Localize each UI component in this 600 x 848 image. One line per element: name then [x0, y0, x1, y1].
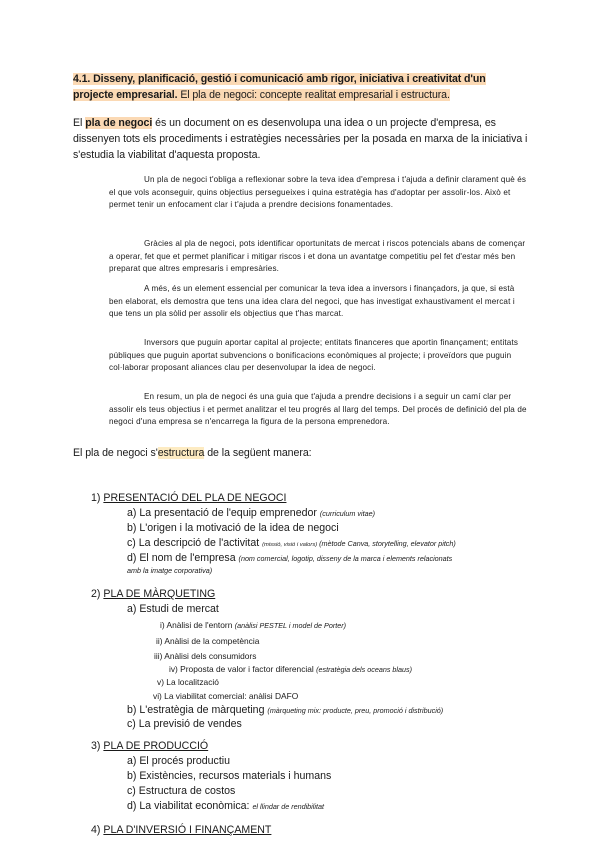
quote-paragraph-5: En resum, un pla de negoci és una guia que t'ajuda a prendre decisions i a seguir un camí clar per assolir els teus objectius i et permet analitzar el teu progrés al llarg del temps. Del procés de definició del pla de negoci d'una empresa se n'encarrega la figura de la persona emprenedora.: [109, 392, 527, 427]
outline-item-1d-cont: amb la imatge corporativa): [127, 566, 213, 575]
section-heading: [73, 71, 528, 103]
structure-term: estructura: [157, 447, 205, 459]
outline-item-2c: c) La previsió de vendes: [127, 718, 242, 730]
outline-item-2a-vi: vi) La viabilitat comercial: anàlisi DAFO: [153, 691, 299, 701]
intro-before: El: [73, 117, 86, 129]
outline-item-1d: d) El nom de l'empresa (nom comercial, logotip, disseny de la marca i elements relacionats: [127, 552, 453, 564]
outline-item-3a: a) El procés productiu: [127, 755, 231, 767]
outline-item-2a-ii: ii) Anàlisi de la competència: [156, 636, 260, 646]
outline-item-2a-iii: iii) Anàlisi dels consumidors: [154, 651, 257, 661]
outline-item-1a: a) La presentació de l'equip emprenedor (curriculum vitae): [127, 507, 375, 519]
outline-item-1b: b) L'origen i la motivació de la idea de negoci: [127, 522, 339, 534]
quote-paragraph-4: Inversors que puguin aportar capital al projecte; entitats financeres que aportin finançament; entitats públiques que puguin aportat subvencions o bonificacions econòmiques al projecte; i proveïdors que puguin col·laborar proposant aliances clau per desenvolupar la idea de negoci.: [109, 338, 519, 373]
outline-item-3c: c) Estructura de costos: [127, 785, 236, 797]
outline-item-2a: a) Estudi de mercat: [127, 603, 219, 615]
structure-intro-line: El pla de negoci s'estructura de la següent manera:: [73, 447, 312, 459]
heading-bold-text: 4.1. Disseny, planificació, gestió i comunicació amb rigor, iniciativa i creativitat d'un projecte empresarial.: [73, 73, 486, 101]
quote-paragraph-3: A més, és un element essencial per comunicar la teva idea a inversors i finançadors, ja que, si està ben elaborat, els demostra que tens una idea clara del negoci, que has investigat exhaustivament el mercat i que tens un pla sòlid per assolir els objectius que t'has marcat.: [109, 284, 515, 319]
outline-item-1c: c) La descripció de l'activitat (missió, visió i valors) (mètode Canva, storytelling, elevator pitch): [127, 537, 456, 549]
section-3-title: PLA DE PRODUCCIÓ: [103, 740, 209, 752]
quote-paragraph-2: Gràcies al pla de negoci, pots identificar oportunitats de mercat i riscos potencials abans de començar a operar, fet que et permet planificar i mitigar riscos i et dona un avantatge competitiu pel fet d'estar més ben preparat que altres empresaris i empresàries.: [109, 239, 526, 274]
intro-after: és un document on es desenvolupa una idea o un projecte d'empresa, es dissenyen tots els procediments i estratègies necessàries per la posada en marxa de la iniciativa i s'estudia la viabilitat d'aquesta proposta.: [73, 117, 528, 161]
section-1-title: PRESENTACIÓ DEL PLA DE NEGOCI: [103, 492, 287, 504]
outline-item-2b: b) L'estratègia de màrqueting (màrqueting mix: producte, preu, promoció i distribució): [127, 704, 444, 716]
intro-paragraph: [73, 115, 528, 163]
outline-item-3d: d) La viabilitat econòmica: el llindar de rendibilitat: [127, 800, 324, 812]
section-4-title: PLA D'INVERSIÓ I FINANÇAMENT: [103, 824, 272, 836]
outline-item-3b: b) Existències, recursos materials i humans: [127, 770, 332, 782]
intro-term: pla de negoci: [85, 117, 153, 129]
heading-normal-text: El pla de negoci: concepte realitat empresarial i estructura.: [177, 89, 450, 101]
outline-item-2a-iv: iv) Proposta de valor i factor diferencial (estratègia dels oceans blaus): [169, 664, 412, 674]
outline-section-3: 3) PLA DE PRODUCCIÓ: [91, 740, 209, 752]
quote-paragraph-1: Un pla de negoci t'obliga a reflexionar sobre la teva idea d'empresa i t'ajuda a definir clarament què és el que vols aconseguir, quins objectius persegueixes i quina estratègia has d'adoptar per assolir-los. Això et permet tenir un enfocament clar i t'ajuda a prendre decisions fonamentades.: [109, 175, 527, 210]
outline-item-2a-v: v) La localització: [157, 677, 219, 687]
outline-section-4: 4) PLA D'INVERSIÓ I FINANÇAMENT: [91, 824, 272, 836]
section-2-title: PLA DE MÀRQUETING: [103, 588, 216, 600]
outline-item-2a-i: i) Anàlisi de l'entorn (anàlisi PESTEL i model de Porter): [160, 620, 347, 630]
outline-section-1: 1) PRESENTACIÓ DEL PLA DE NEGOCI: [91, 492, 287, 504]
outline-section-2: 2) PLA DE MÀRQUETING: [91, 588, 216, 600]
